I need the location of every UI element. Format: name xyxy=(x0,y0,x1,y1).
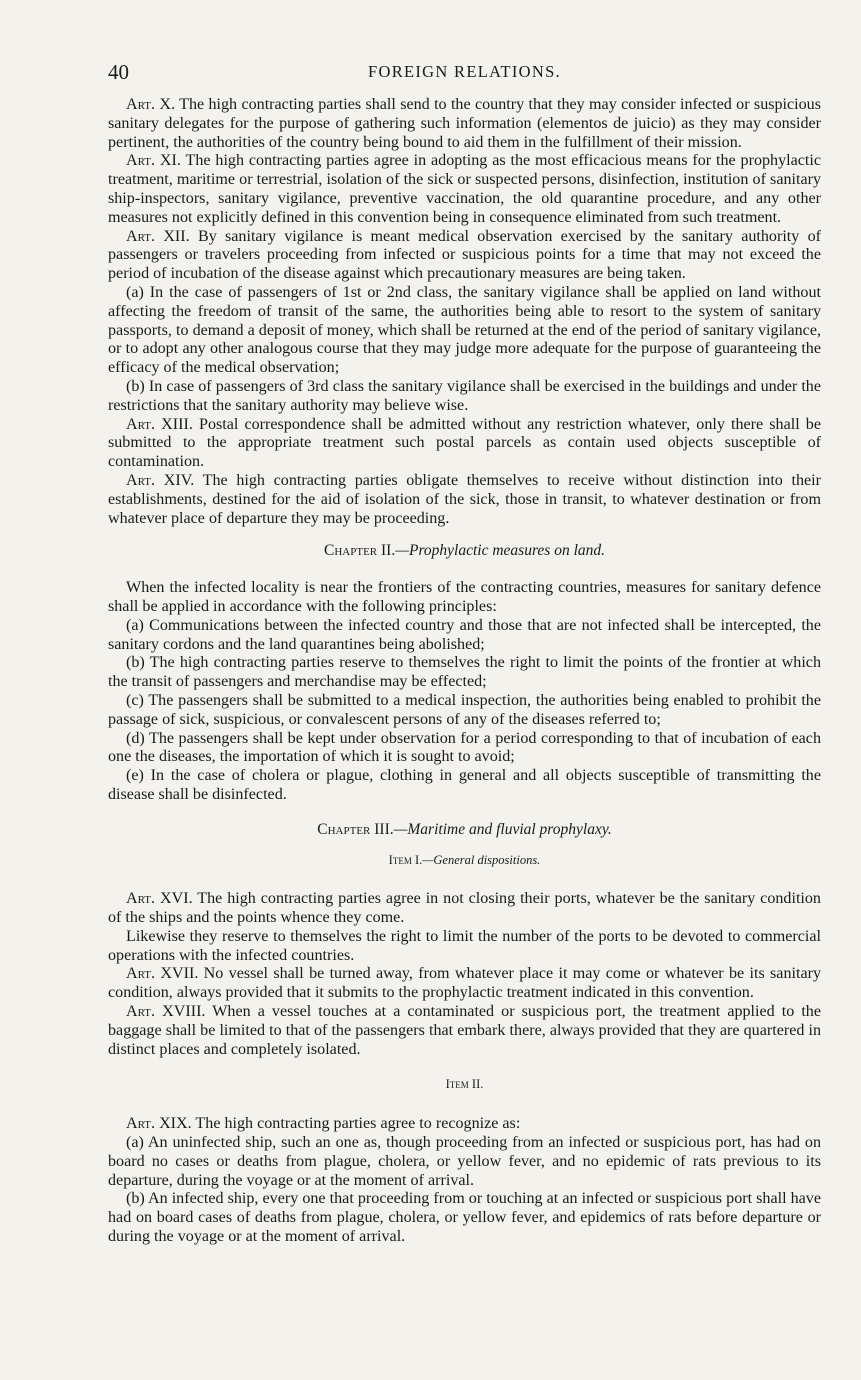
para-text: The high contracting parties agree in adopting as the most efficacious means for the prophylactic treatment, maritime or terrestrial, isolation of the sick or suspected persons, disinfection, institution of sanitary ship-inspectors, sanitary vigilance, preventive vaccination, the old quarantine procedure, and any other measures not explicitly defined in this convention being in consequence eliminated from such treatment. xyxy=(108,152,821,226)
para-text: The passengers shall be submitted to a medical inspection, the authorities being enabled to prohibit the passage of sick, suspicious, or convalescent persons of any of the diseases referred to; xyxy=(108,691,821,728)
item-2-section xyxy=(108,1115,821,1247)
chapter-2-intro xyxy=(108,579,821,617)
clause-xix-b xyxy=(108,1190,821,1246)
page-header xyxy=(108,52,821,96)
article-x xyxy=(108,96,821,152)
article-xii xyxy=(108,228,821,284)
para-label: (d) xyxy=(126,729,145,747)
article-xiii xyxy=(108,416,821,472)
item-2-heading xyxy=(108,1075,821,1094)
para-label: Art. XVII. xyxy=(126,965,199,983)
principle-b xyxy=(108,654,821,692)
para-text: In the case of cholera or plague, clothing in general and all objects susceptible of transmitting the disease shall be disinfected. xyxy=(108,767,821,803)
para-label: (c) xyxy=(126,691,144,709)
para-text: When a vessel touches at a contaminated or suspicious port, the treatment applied to the baggage shall be limited to that of the passengers that embark there, always provided that they are quartered in distinct places and completely isolated. xyxy=(108,1003,821,1058)
para-label: Art. X. xyxy=(126,96,176,113)
article-xvi-continued xyxy=(108,928,821,966)
para-text: No vessel shall be turned away, from whatever place it may come or whatever be its sanitary condition, always provided that it submits to the prophylactic treatment indicated in this convention. xyxy=(108,965,821,1002)
para-label: (b) xyxy=(126,1190,145,1208)
article-xix xyxy=(108,1115,821,1134)
chapter-label: Chapter II. xyxy=(324,542,396,560)
para-text: Communications between the infected country and those that are not infected shall be intercepted, the sanitary cordons and the land quarantines being abolished; xyxy=(108,616,821,653)
para-text: The high contracting parties shall send to the country that they may consider infected or suspicious sanitary delegates for the purpose of gathering such information (elementos de juicio) as they may consider pertinent, the authorities of the country being bound to aid them in the fulfillment of their mission. xyxy=(108,96,821,151)
para-text: In case of passengers of 3rd class the sanitary vigilance shall be exercised in the buildings and under the restrictions that the sanitary authority may believe wise. xyxy=(108,377,821,414)
article-xviii xyxy=(108,1003,821,1059)
principle-d xyxy=(108,730,821,768)
para-text: In the case of passengers of 1st or 2nd class, the sanitary vigilance shall be applied on land without affecting the freedom of transit of the same, the authorities being able to resort to the system of sanitary passports, to demand a deposit of money, which shall be returned at the end of the period of sanitary vigilance, or to adopt any other analogous course that they may judge more adequate for the purpose of guaranteeing the efficacy of the medical observation; xyxy=(108,283,821,377)
para-label: Art. XVIII. xyxy=(126,1003,206,1021)
running-head: FOREIGN RELATIONS. xyxy=(368,62,561,81)
item-label: Item II. xyxy=(445,1077,484,1092)
para-label: Art. XVI. xyxy=(126,890,193,908)
principle-a xyxy=(108,617,821,655)
principle-e xyxy=(108,767,821,805)
para-label: Art. XI. xyxy=(126,152,181,170)
para-label: Art. XII. xyxy=(126,227,190,245)
item-1-heading xyxy=(108,851,821,870)
clause-xii-b xyxy=(108,378,821,416)
para-label: Art. XIX. xyxy=(126,1115,192,1133)
chapter-2-section xyxy=(108,579,821,805)
chapter-title: —Prophylactic measures on land. xyxy=(395,542,605,560)
article-xvi xyxy=(108,890,821,928)
principle-c xyxy=(108,692,821,730)
article-xiv xyxy=(108,472,821,528)
chapter-title: —Maritime and fluvial prophylaxy. xyxy=(393,820,612,838)
article-xi xyxy=(108,152,821,227)
articles-x-to-xiv xyxy=(108,96,821,528)
body-text xyxy=(108,96,821,1247)
para-text: Likewise they reserve to themselves the right to limit the number of the ports to be devoted to commercial operations with the infected countries. xyxy=(108,927,821,964)
para-text: When the infected locality is near the frontiers of the contracting countries, measures for sanitary defence shall be applied in accordance with the following principles: xyxy=(108,579,821,615)
para-text: An infected ship, every one that proceeding from or touching at an infected or suspicious port shall have had on board cases of deaths from plague, cholera, or yellow fever, and epidemics of rats before departure or during the voyage or at the moment of arrival. xyxy=(108,1190,821,1246)
para-text: By sanitary vigilance is meant medical observation exercised by the sanitary authority of passengers or travelers proceeding from infected or suspicious points for a time that may not exceed the period of incubation of the disease against which precautionary measures are being taken. xyxy=(108,227,821,283)
para-text: The high contracting parties agree in not closing their ports, whatever be the sanitary condition of the ships and the points whence they come. xyxy=(108,890,821,927)
para-label: (b) xyxy=(126,654,145,672)
para-label: (a) xyxy=(126,1134,144,1152)
para-text: The high contracting parties agree to recognize as: xyxy=(191,1115,521,1133)
para-text: The high contracting parties reserve to themselves the right to limit the points of the frontier at which the transit of passengers and merchandise may be effected; xyxy=(108,654,821,691)
item-label: Item I. xyxy=(388,853,423,868)
para-label: (a) xyxy=(126,283,144,301)
chapter-2-heading xyxy=(108,542,821,561)
item-1-section xyxy=(108,890,821,1059)
para-text: The high contracting parties obligate themselves to receive without distinction into their establishments, destined for the aid of isolation of the sick, those in transit, to whatever destination or from whatever place of departure they may be proceeding. xyxy=(108,471,822,527)
para-label: (e) xyxy=(126,767,144,785)
clause-xix-a xyxy=(108,1134,821,1190)
article-xvii xyxy=(108,965,821,1003)
clause-xii-a xyxy=(108,284,821,378)
chapter-label: Chapter III. xyxy=(317,820,394,838)
chapter-3-heading xyxy=(108,821,821,840)
page-number: 40 xyxy=(108,60,129,84)
para-label: Art. XIII. xyxy=(126,415,193,433)
para-label: (b) xyxy=(126,377,145,395)
para-label: Art. XIV. xyxy=(126,471,195,489)
para-label: (a) xyxy=(126,616,144,634)
para-text: Postal correspondence shall be admitted without any restriction whatever, only there shall be submitted to the appropriate treatment such postal parcels as contain used objects susceptible of contamination. xyxy=(108,415,821,471)
para-text: An uninfected ship, such an one as, though proceeding from an infected or suspicious port, has had on board no cases or deaths from plague, cholera, or yellow fever, and no epidemic of rats previous to its departure, during the voyage or at the moment of arrival. xyxy=(108,1134,821,1189)
item-title: —General dispositions. xyxy=(422,853,541,868)
para-text: The passengers shall be kept under observation for a period corresponding to that of incubation of each one the diseases, the importation of which it is sought to avoid; xyxy=(108,729,821,766)
